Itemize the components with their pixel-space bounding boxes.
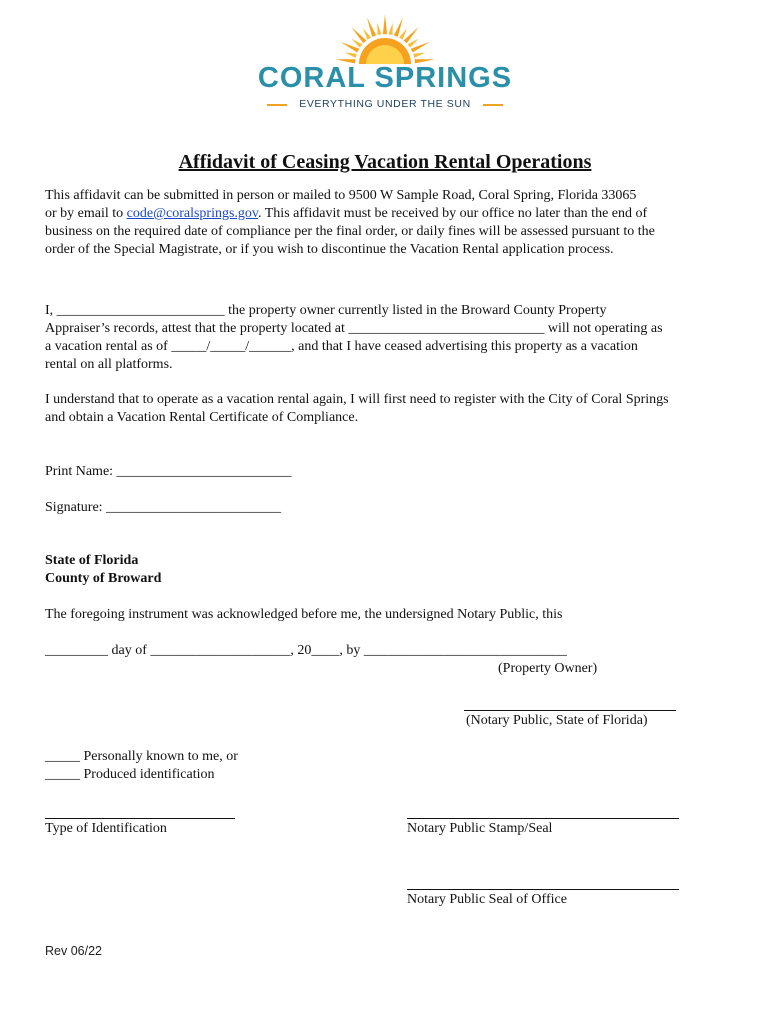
print-name-field[interactable]: Print Name: _________________________ [45, 464, 292, 479]
sun-ray [345, 53, 357, 58]
personally-known-option[interactable]: _____ Personally known to me, or [45, 749, 238, 764]
signature-field[interactable]: Signature: _________________________ [45, 500, 282, 515]
state-label: State of Florida [45, 553, 139, 568]
tagline-right-rule [483, 104, 503, 106]
sun-ray [388, 23, 392, 35]
logo-tagline-row [255, 98, 515, 112]
attest-line-2[interactable]: Appraiser’s records, attest that the property located at ____________________________ will not operating as [45, 321, 663, 336]
type-id-label: Type of Identification [45, 821, 167, 836]
revision-label: Rev 06/22 [45, 944, 102, 958]
intro-line-3: business on the required date of compliance per the final order, or daily fines will be assessed pursuant to the [45, 224, 655, 239]
intro-line-2-end: . This affidavit must be received by our office no later than the end of [258, 206, 648, 221]
seal-office-label: Notary Public Seal of Office [407, 892, 567, 907]
acknowledged-text: The foregoing instrument was acknowledged before me, the undersigned Notary Public, this [45, 607, 563, 622]
sun-ray [399, 28, 407, 39]
intro-paragraph [45, 187, 655, 259]
intro-line-2 [45, 205, 655, 223]
page-title: Affidavit of Ceasing Vacation Rental Operations [178, 151, 592, 173]
sun-ray [408, 39, 419, 48]
county-label: County of Broward [45, 571, 162, 586]
sun-ray [383, 14, 387, 34]
sun-ray [351, 39, 362, 48]
stamp-seal-label: Notary Public Stamp/Seal [407, 821, 553, 836]
notary-public-label: (Notary Public, State of Florida) [466, 713, 648, 728]
understand-paragraph [45, 391, 669, 427]
email-link[interactable]: code@coralsprings.gov [126, 206, 258, 221]
sun-ray [394, 17, 403, 36]
sun-ray [377, 23, 381, 35]
attest-line-4: rental on all platforms. [45, 357, 173, 372]
attest-line-1[interactable]: I, ________________________ the property owner currently listed in the Broward County Property [45, 303, 607, 318]
sun-ray [413, 53, 425, 58]
logo-tagline: EVERYTHING UNDER THE SUN [299, 98, 471, 110]
attest-paragraph [45, 302, 663, 374]
understand-line-2: and obtain a Vacation Rental Certificate of Compliance. [45, 410, 359, 425]
attest-line-3[interactable]: a vacation rental as of _____/_____/______, and that I have ceased advertising this property as a vacation [45, 339, 638, 354]
seal-office-line[interactable] [407, 889, 679, 890]
intro-line-2-start: or by email to [45, 206, 127, 221]
coral-springs-logo [255, 12, 515, 112]
logo-wordmark: CORAL SPRINGS [257, 62, 513, 94]
type-id-line[interactable] [45, 818, 235, 819]
intro-line-1: This affidavit can be submitted in person or mailed to 9500 W Sample Road, Coral Spring, Florida 33065 [45, 188, 637, 203]
produced-id-option[interactable]: _____ Produced identification [45, 767, 215, 782]
intro-line-4: order of the Special Magistrate, or if you wish to discontinue the Vacation Rental application process. [45, 242, 614, 257]
sun-ray [363, 28, 371, 39]
property-owner-label: (Property Owner) [498, 661, 598, 676]
understand-line-1: I understand that to operate as a vacation rental again, I will first need to register with the City of Coral Springs [45, 392, 669, 407]
day-line-field[interactable]: _________ day of ____________________, 20____, by _____________________________ [45, 643, 567, 658]
stamp-seal-line[interactable] [407, 818, 679, 819]
sun-ray [367, 17, 376, 36]
notary-signature-line[interactable] [464, 710, 676, 711]
